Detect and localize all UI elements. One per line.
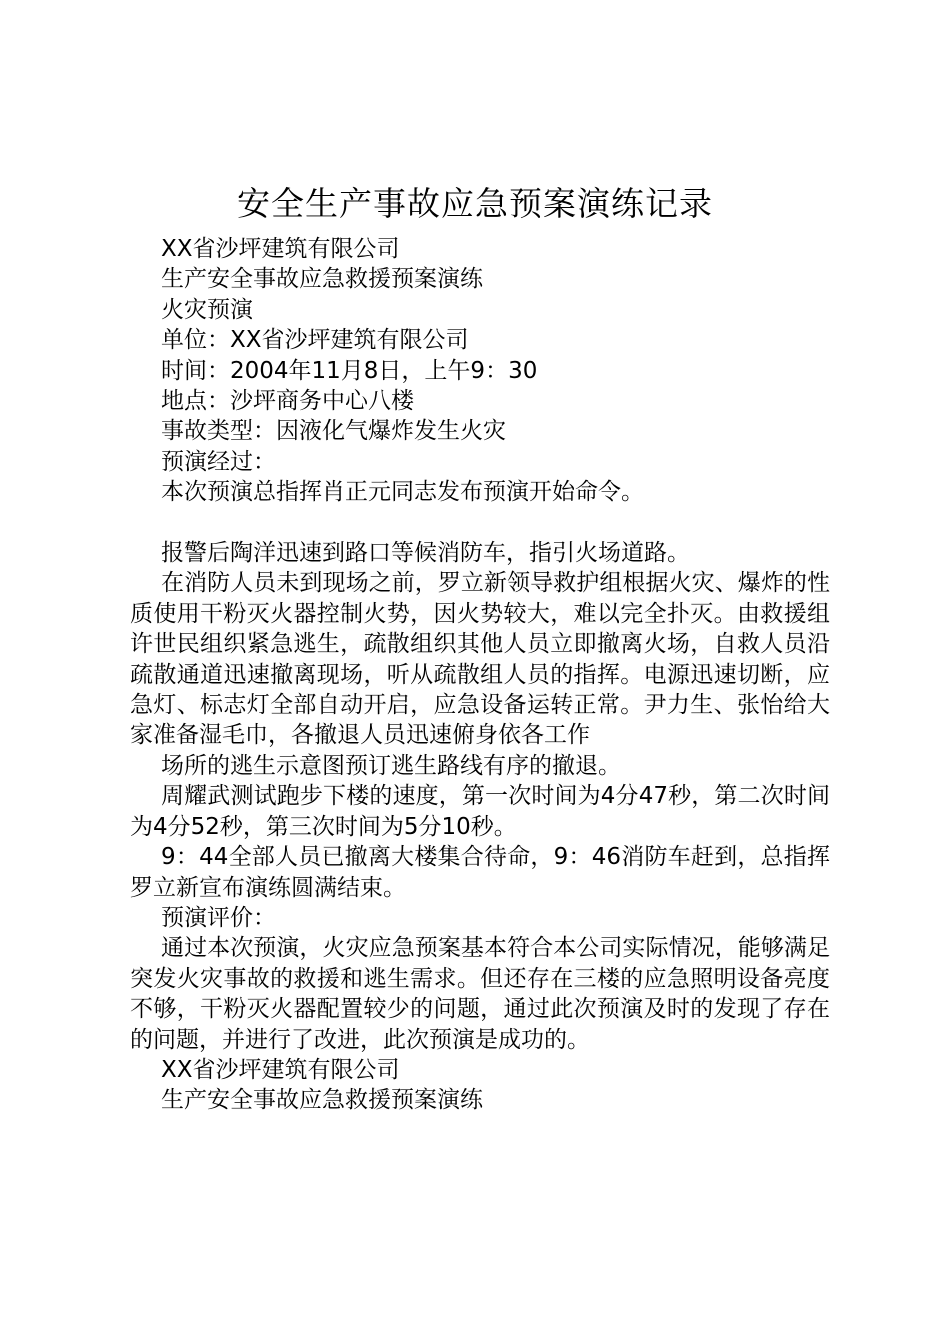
paragraph-start-command: 本次预演总指挥肖正元同志发布预演开始命令。 [161,479,644,506]
blank-line [130,508,830,538]
drill-evaluation-heading: 预演评价： [161,904,276,931]
paragraph-firefighting: 在消防人员未到现场之前，罗立新领导救护组根据火灾、爆炸的性质使用干粉灭火器控制火势，因火势较大，难以完全扑灭。由救援组许世民组织紧急逃生，疏散组织其他人员立即撤离火场，自救人员沿疏散通道迅速撤离现场，听从疏散组人员的指挥。电源迅速切断，应急灯、标志灯全部自动开启，应急设备运转正常。尹力生、张怡给大家准备湿毛巾，各撤退人员迅速俯身依各工作 [130,570,830,749]
drill-name: 生产安全事故应急救援预案演练 [161,266,483,293]
drill-type: 火灾预演 [161,296,253,323]
paragraph-evaluation: 通过本次预演，火灾应急预案基本符合本公司实际情况，能够满足突发火灾事故的救援和逃生需求。但还存在三楼的应急照明设备亮度不够，干粉灭火器配置较少的问题，通过此次预演及时的发现了存在的问题，并进行了改进，此次预演是成功的。 [130,935,830,1053]
drill-time: 时间：2004年11月8日，上午9：30 [161,357,538,384]
drill-name-footer: 生产安全事故应急救援预案演练 [161,1087,483,1114]
document-title: 安全生产事故应急预案演练记录 [237,184,713,223]
paragraph-alarm: 报警后陶洋迅速到路口等候消防车，指引火场道路。 [161,540,690,567]
drill-location: 地点：沙坪商务中心八楼 [161,388,414,415]
company-name-footer: XX省沙坪建筑有限公司 [161,1056,400,1083]
accident-type: 事故类型：因液化气爆炸发生火灾 [161,418,506,445]
paragraph-evacuation-route: 场所的逃生示意图预订逃生路线有序的撤退。 [161,752,621,779]
paragraph-timing-test: 周耀武测试跑步下楼的速度，第一次时间为4分47秒，第二次时间为4分52秒，第三次时间为5分10秒。 [130,783,830,840]
company-name: XX省沙坪建筑有限公司 [161,236,400,262]
drill-unit: 单位：XX省沙坪建筑有限公司 [161,327,469,354]
paragraph-drill-end: 9：44全部人员已撤离大楼集合待命，9：46消防车赶到，总指挥罗立新宣布演练圆满结束。 [130,844,830,901]
drill-process-heading: 预演经过： [161,448,276,475]
document-body [130,234,830,1116]
